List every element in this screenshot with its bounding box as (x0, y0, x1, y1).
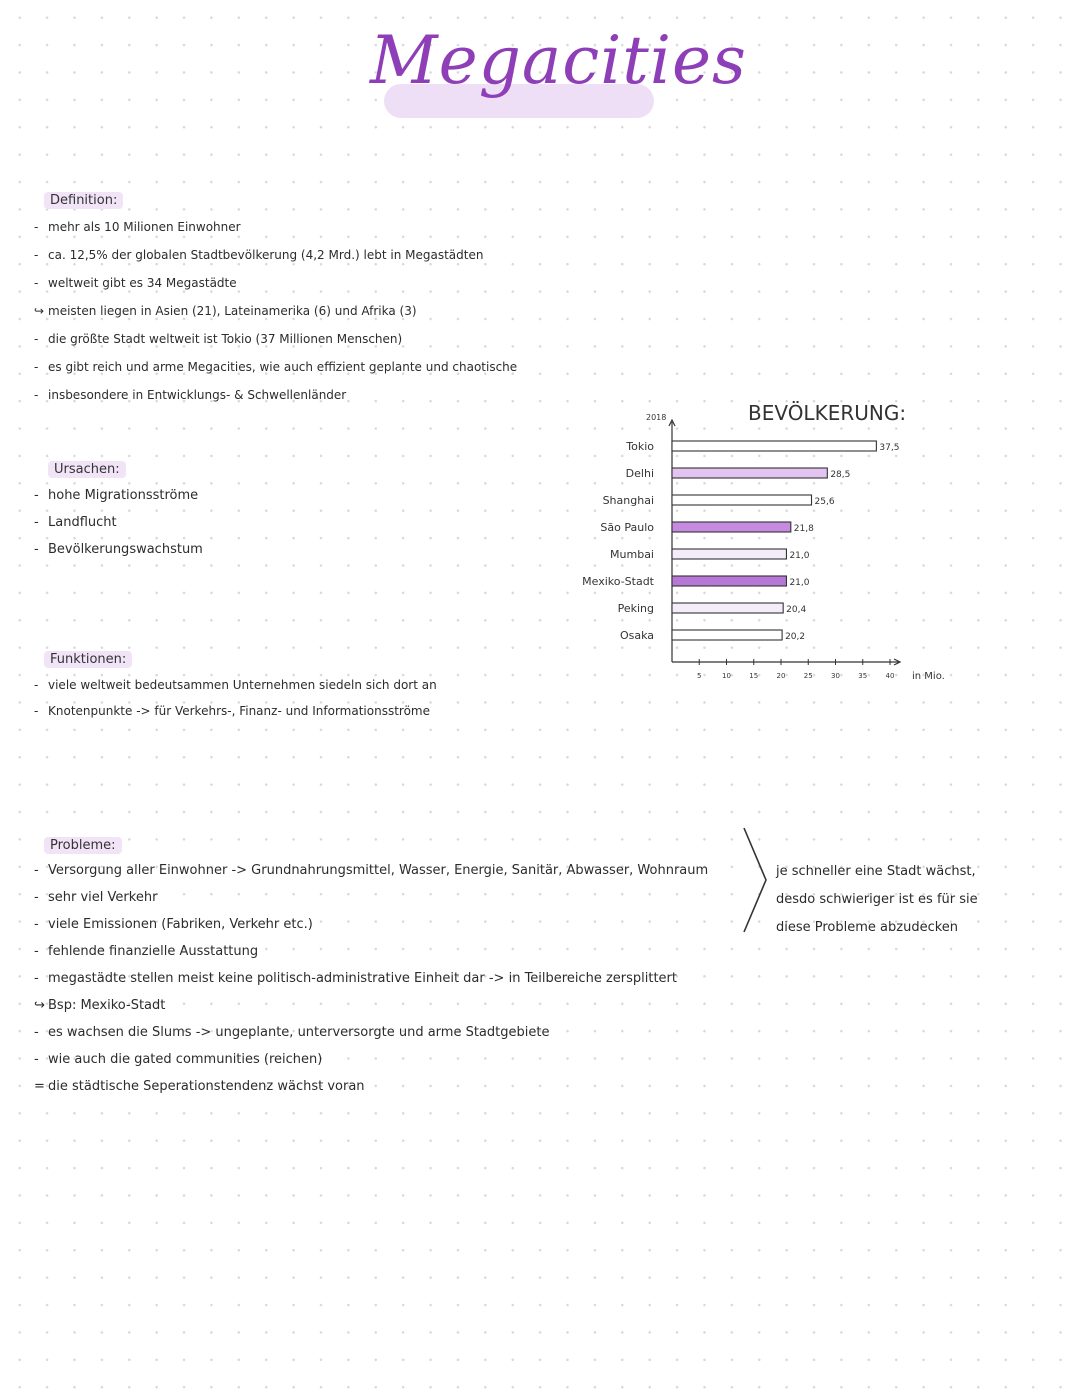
population-bar-chart (560, 390, 960, 690)
problem-text: Versorgung aller Einwohner -> Grundnahrungsmittel, Wasser, Energie, Sanitär, Abwasser, Wohnraum (48, 863, 709, 878)
bar-category-label: Mexiko-Stadt (582, 575, 654, 588)
bullet-marker: ↪ (34, 998, 45, 1013)
x-tick-label: 40 (885, 672, 895, 680)
bar-value-label: 20,2 (785, 632, 806, 642)
cause-text: hohe Migrationsströme (48, 488, 199, 503)
conclusion-line-1: je schneller eine Stadt wächst, (776, 864, 976, 879)
cause-text: Bevölkerungswachstum (48, 542, 203, 557)
problem-item (34, 1079, 365, 1094)
x-tick-label: 25 (803, 672, 813, 680)
causes-heading: Ursachen: (48, 461, 126, 478)
function-text: Knotenpunkte -> für Verkehrs-, Finanz- und Informationsströme (48, 704, 430, 718)
problem-text: die städtische Seperationstendenz wächst voran (48, 1079, 365, 1094)
bullet-marker: - (34, 863, 39, 878)
problem-item (34, 998, 165, 1013)
bullet-marker: - (34, 542, 39, 557)
page-title: Megacities (370, 22, 690, 152)
bar-value-label: 21,8 (793, 524, 814, 534)
problem-text: fehlende finanzielle Ausstattung (48, 944, 259, 959)
bullet-marker: - (34, 971, 39, 986)
bullet-marker: - (34, 332, 39, 346)
bar (672, 522, 791, 532)
problem-text: sehr viel Verkehr (48, 890, 158, 905)
bullet-marker: ↪ (34, 304, 45, 318)
x-tick-label: 5 (697, 672, 702, 680)
bullet-marker: - (34, 890, 39, 905)
definition-item (34, 304, 417, 318)
problem-text: viele Emissionen (Fabriken, Verkehr etc.) (48, 917, 313, 932)
definition-text: weltweit gibt es 34 Megastädte (48, 276, 237, 290)
bar-category-label: Shanghai (602, 494, 654, 507)
definition-item (34, 332, 402, 346)
cause-item (34, 515, 117, 530)
cause-item (34, 488, 198, 503)
bar-value-label: 20,4 (786, 605, 807, 615)
problem-item (34, 863, 708, 878)
bar (672, 441, 876, 451)
problem-item (34, 971, 677, 986)
definition-item (34, 388, 346, 402)
bullet-marker: = (34, 1079, 45, 1094)
conclusion-line-2: desdo schwieriger ist es für sie (776, 892, 978, 907)
right-brace-icon (740, 826, 770, 934)
definition-text: meisten liegen in Asien (21), Lateinamerika (6) und Afrika (3) (48, 304, 417, 318)
bar (672, 576, 786, 586)
bullet-marker: - (34, 704, 39, 718)
definition-heading: Definition: (44, 192, 123, 209)
bar-category-label: Delhi (625, 467, 654, 480)
bar-value-label: 21,0 (789, 551, 810, 561)
problem-item (34, 917, 313, 932)
problem-item (34, 944, 258, 959)
function-item (34, 704, 430, 718)
bar-value-label: 37,5 (879, 443, 900, 453)
bullet-marker: - (34, 917, 39, 932)
bar-category-label: Tokio (626, 440, 654, 453)
definition-item (34, 276, 237, 290)
bar (672, 603, 783, 613)
bullet-marker: - (34, 944, 39, 959)
x-tick-label: 30 (831, 672, 840, 680)
problem-item (34, 1052, 322, 1067)
bullet-marker: - (34, 515, 39, 530)
bullet-marker: - (34, 1025, 39, 1040)
chart-unit-label: in Mio. (912, 671, 945, 682)
function-item (34, 678, 437, 692)
bar (672, 549, 786, 559)
definition-item (34, 248, 483, 262)
bullet-marker: - (34, 220, 39, 234)
problem-item (34, 1025, 549, 1040)
definition-item (34, 220, 241, 234)
x-tick-label: 10 (722, 672, 731, 680)
x-tick-label: 20 (776, 672, 786, 680)
definition-text: ca. 12,5% der globalen Stadtbevölkerung (4,2 Mrd.) lebt in Megastädten (48, 248, 484, 262)
definition-text: insbesondere in Entwicklungs- & Schwellenländer (48, 388, 347, 402)
bar-category-label: São Paulo (600, 521, 654, 534)
problem-text: wie auch die gated communities (reichen) (48, 1052, 323, 1067)
bullet-marker: - (34, 678, 39, 692)
definition-text: es gibt reich und arme Megacities, wie auch effizient geplante und chaotische (48, 360, 518, 374)
bullet-marker: - (34, 388, 39, 402)
bullet-marker: - (34, 276, 39, 290)
bar-category-label: Peking (617, 602, 654, 615)
definition-text: die größte Stadt weltweit ist Tokio (37 Millionen Menschen) (48, 332, 403, 346)
problem-text: es wachsen die Slums -> ungeplante, unterversorgte und arme Stadtgebiete (48, 1025, 550, 1040)
bar-category-label: Osaka (619, 629, 654, 642)
bar (672, 468, 827, 478)
problems-heading: Probleme: (44, 837, 122, 854)
bar-value-label: 25,6 (814, 497, 835, 507)
definition-text: mehr als 10 Milionen Einwohner (48, 220, 241, 234)
function-text: viele weltweit bedeutsammen Unternehmen siedeln sich dort an (48, 678, 437, 692)
problem-text: megastädte stellen meist keine politisch-administrative Einheit dar -> in Teilbereiche zersplittert (48, 971, 678, 986)
conclusion-line-3: diese Probleme abzudecken (776, 920, 959, 935)
problem-item (34, 890, 157, 905)
chart-year-label: 2018 (646, 413, 667, 422)
definition-item (34, 360, 517, 374)
x-tick-label: 35 (858, 672, 868, 680)
bar-category-label: Mumbai (610, 548, 654, 561)
functions-heading: Funktionen: (44, 651, 132, 668)
bar-value-label: 28,5 (830, 470, 851, 480)
chart-title: BEVÖLKERUNG: (748, 401, 907, 425)
cause-text: Landflucht (48, 515, 117, 530)
bar (672, 630, 782, 640)
problem-text: Bsp: Mexiko-Stadt (48, 998, 166, 1013)
bullet-marker: - (34, 488, 39, 503)
bullet-marker: - (34, 360, 39, 374)
bullet-marker: - (34, 248, 39, 262)
x-tick-label: 15 (749, 672, 759, 680)
cause-item (34, 542, 203, 557)
bar (672, 495, 812, 505)
bar-value-label: 21,0 (789, 578, 810, 588)
bullet-marker: - (34, 1052, 39, 1067)
